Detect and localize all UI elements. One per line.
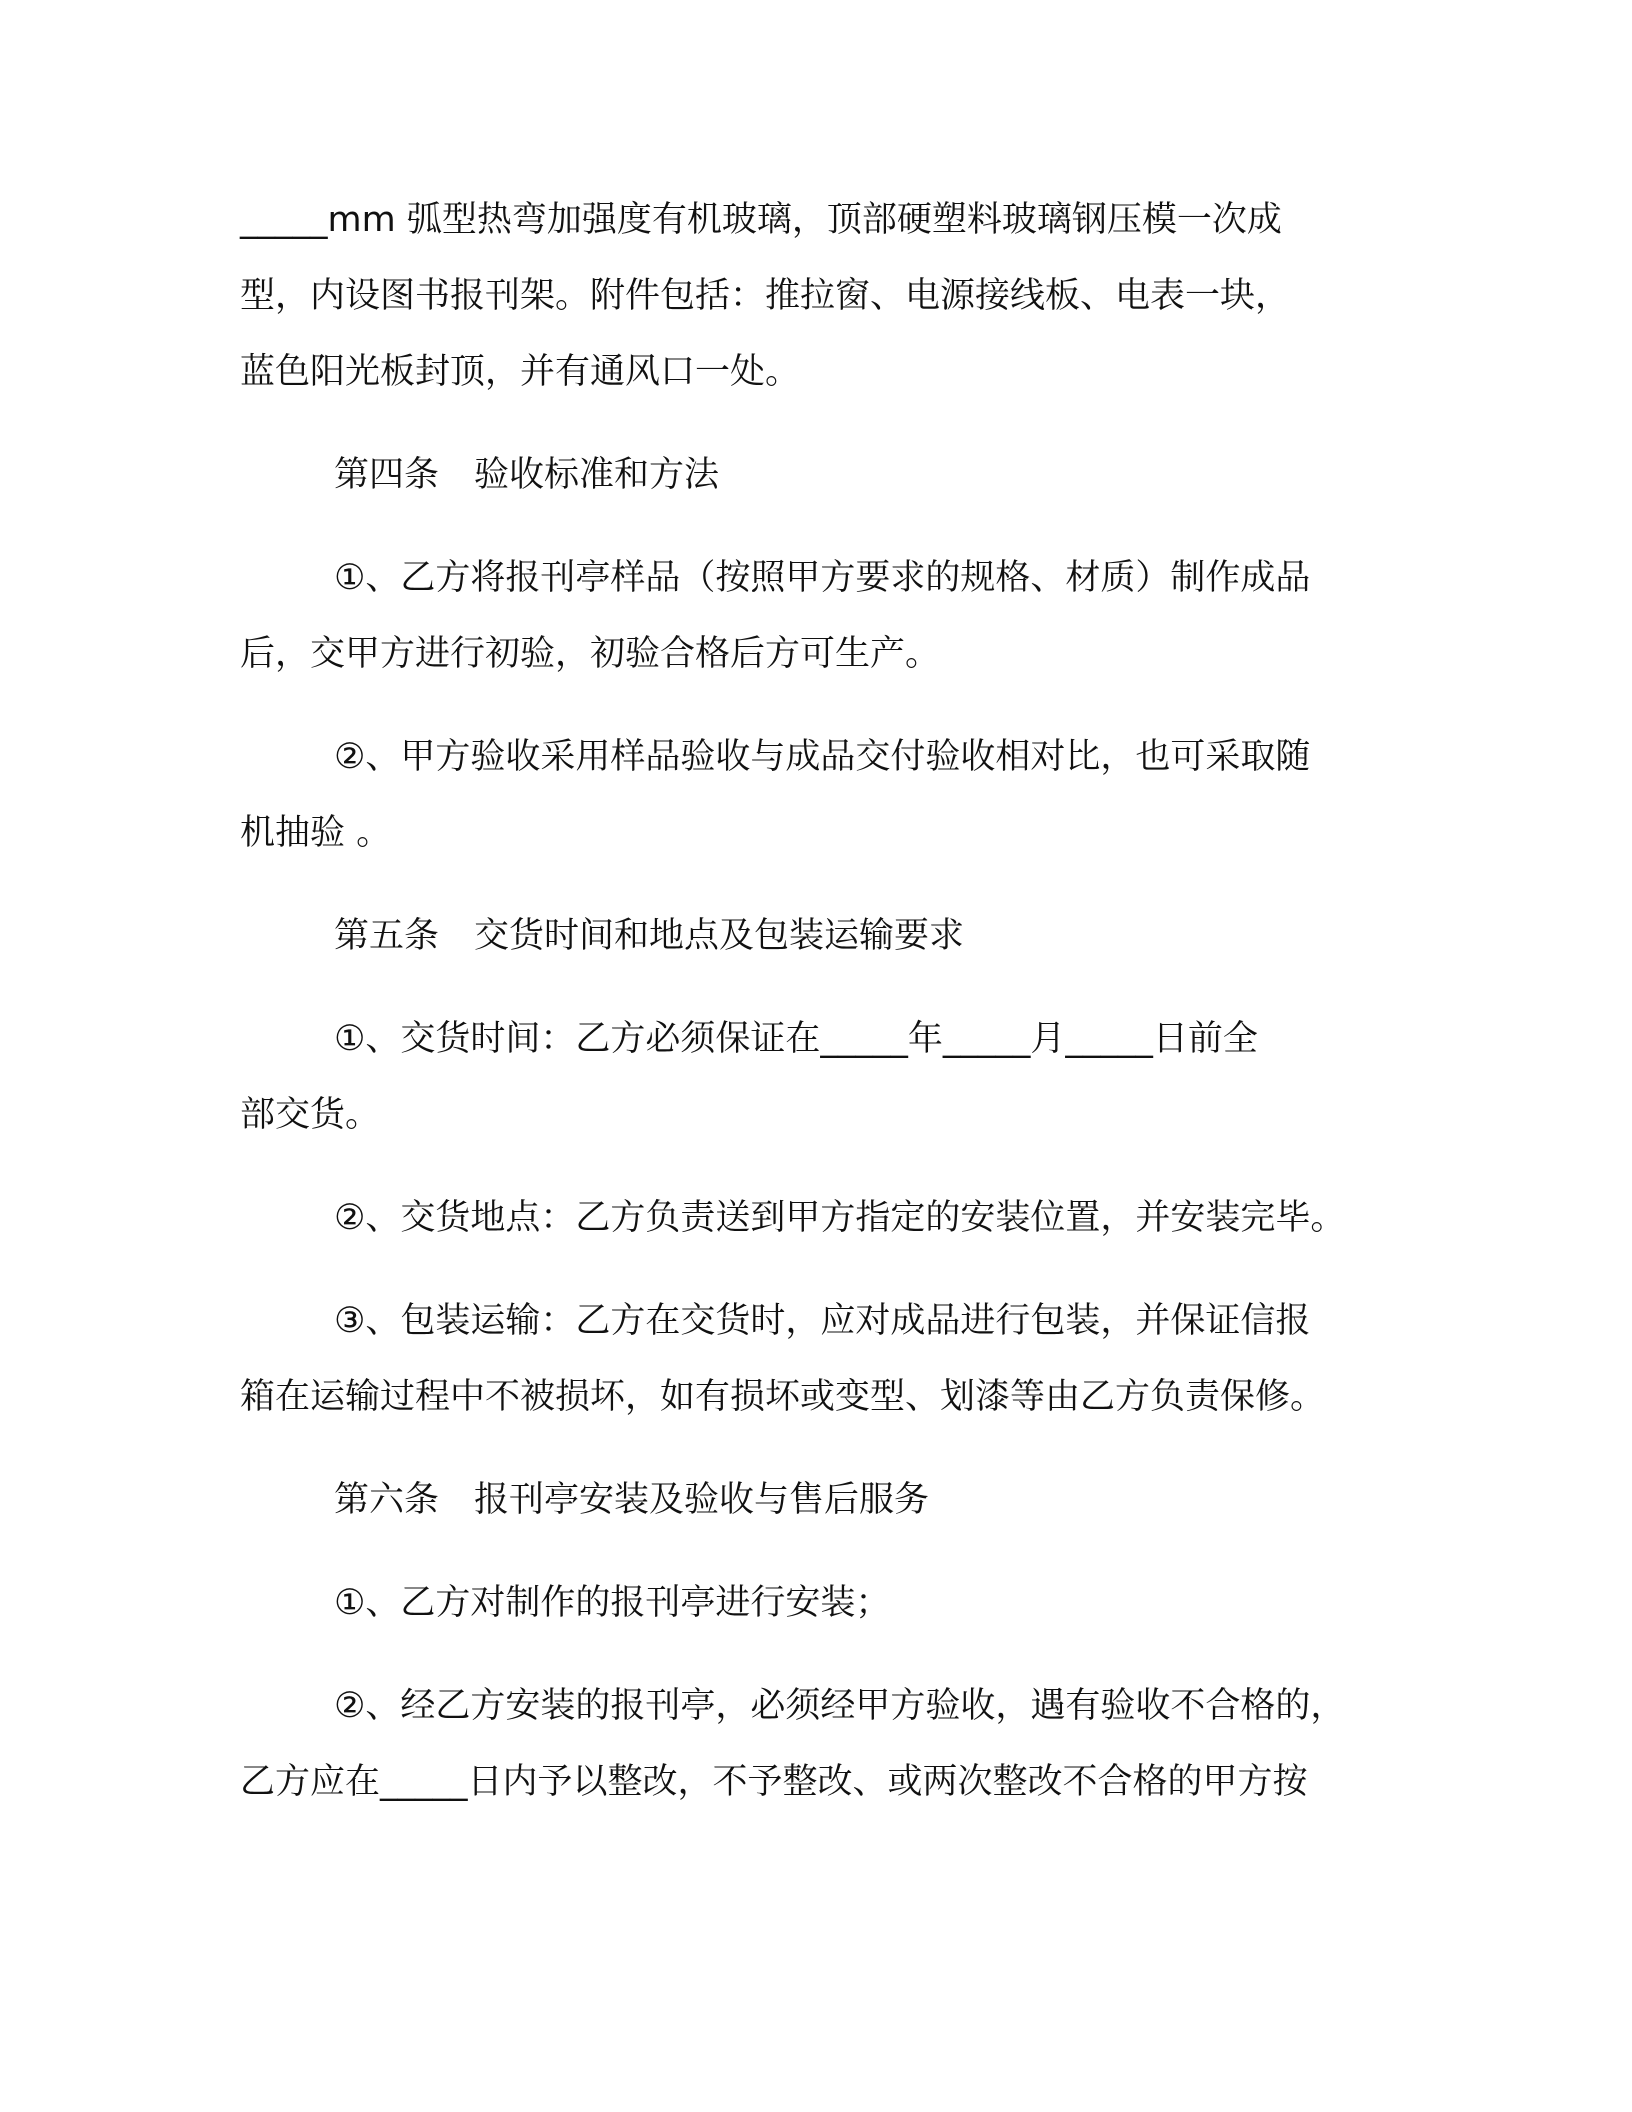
- clause-text-line: ②、甲方验收采用样品验收与成品交付验收相对比，也可采取随: [334, 737, 1311, 777]
- clause-text-line: ①、交货时间：乙方必须保证在_____年_____月_____日前全: [334, 1019, 1258, 1059]
- clause-text-line: ②、经乙方安装的报刊亭，必须经甲方验收，遇有验收不合格的，: [334, 1686, 1346, 1726]
- article-heading: 第四条 验收标准和方法: [334, 455, 720, 495]
- clause-text-line: ②、交货地点：乙方负责送到甲方指定的安装位置，并安装完毕。: [334, 1198, 1346, 1238]
- clause-text-line: ①、乙方将报刊亭样品（按照甲方要求的规格、材质）制作成品: [334, 558, 1311, 598]
- clause-text-line: 箱在运输过程中不被损坏，如有损坏或变型、划漆等由乙方负责保修。: [240, 1377, 1326, 1417]
- clause-text-line: 部交货。: [240, 1095, 381, 1135]
- article-heading: 第五条 交货时间和地点及包装运输要求: [334, 916, 965, 956]
- clause-text-line: 后，交甲方进行初验，初验合格后方可生产。: [240, 634, 941, 674]
- clause-text-line: ①、乙方对制作的报刊亭进行安装；: [334, 1583, 891, 1623]
- article-heading: 第六条 报刊亭安装及验收与售后服务: [334, 1480, 930, 1520]
- body-text-line: 蓝色阳光板封顶，并有通风口一处。: [240, 352, 801, 392]
- clause-text-line: ③、包装运输：乙方在交货时，应对成品进行包装，并保证信报: [334, 1301, 1311, 1341]
- body-text-line: _____mm 弧型热弯加强度有机玻璃，顶部硬塑料玻璃钢压模一次成: [240, 200, 1282, 240]
- body-text-line: 型，内设图书报刊架。附件包括：推拉窗、电源接线板、电表一块，: [240, 276, 1291, 316]
- clause-text-line: 乙方应在_____日内予以整改，不予整改、或两次整改不合格的甲方按: [240, 1762, 1308, 1802]
- clause-text-line: 机抽验 。: [240, 813, 392, 853]
